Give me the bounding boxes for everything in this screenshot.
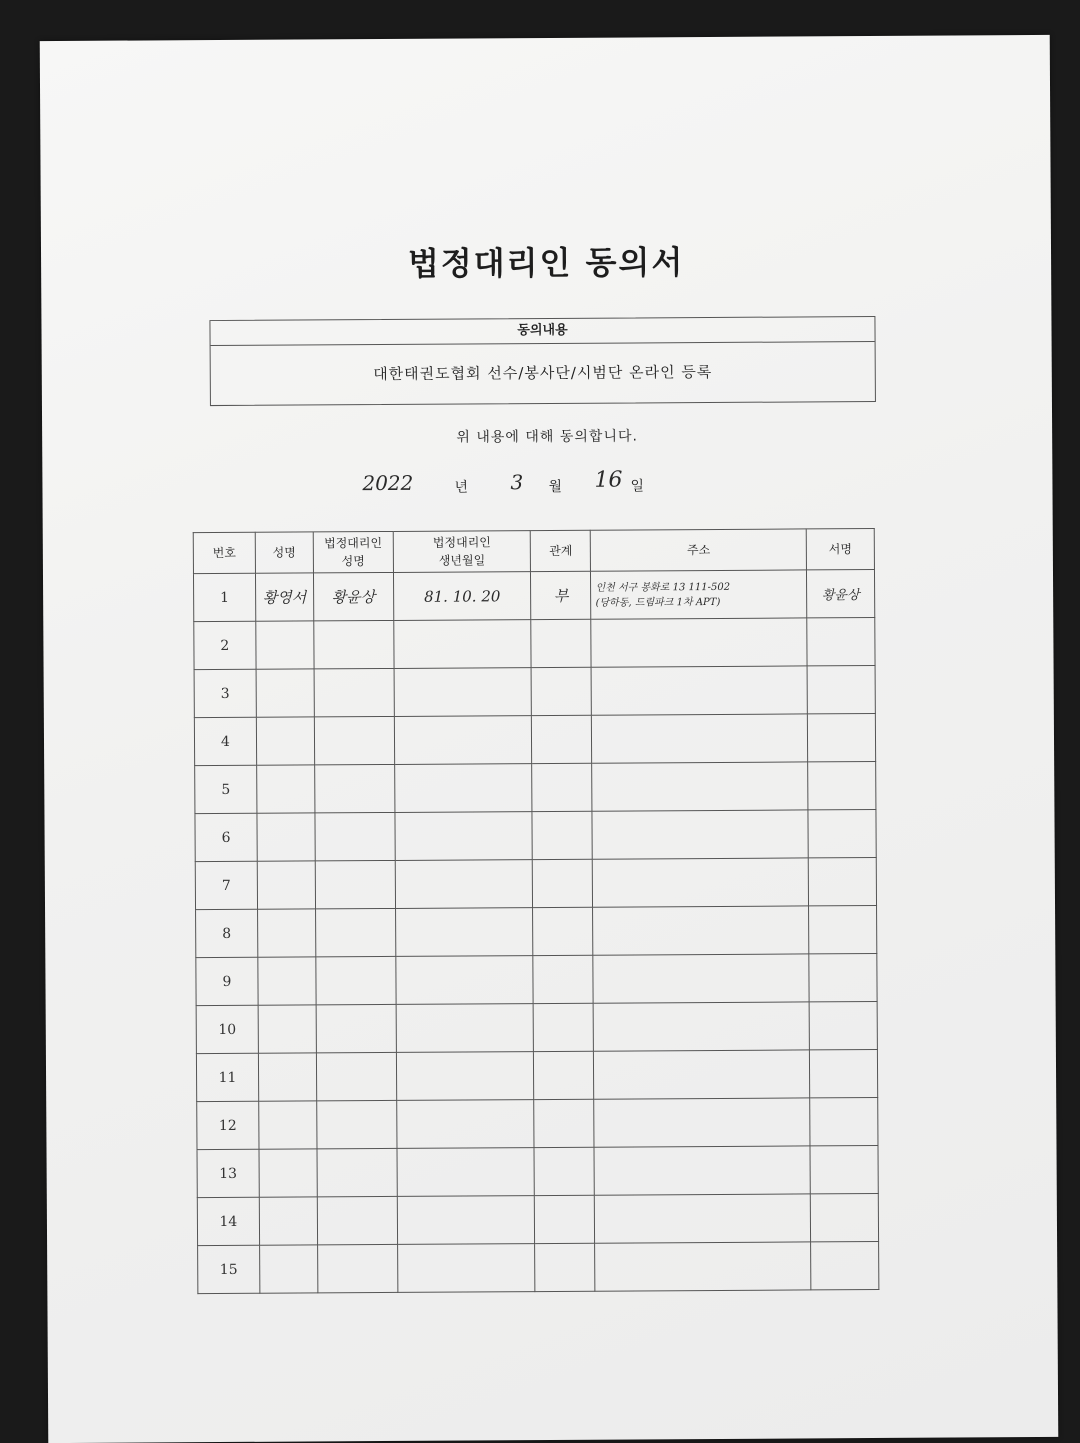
student-name: [256, 717, 314, 765]
table-row: [196, 906, 877, 958]
signature: [810, 1145, 878, 1193]
guardian-birthdate: [397, 1244, 535, 1293]
address: [591, 570, 807, 619]
signature: [807, 618, 875, 666]
guardian-name: [316, 1052, 396, 1100]
student-name: [258, 957, 316, 1005]
consent-text: 대한태권도협회 선수/봉사단/시범단 온라인 등록: [373, 362, 713, 384]
guardian-name: [316, 956, 396, 1004]
signature: [811, 1241, 879, 1289]
date-year: 2022: [362, 470, 414, 496]
table-row: [194, 666, 875, 718]
table-row: [194, 714, 875, 766]
signature: [809, 906, 877, 954]
table-row: [197, 1097, 878, 1149]
relation: [533, 859, 593, 907]
guardian-birthdate: 81. 10. 20: [393, 572, 531, 621]
row-number: 14: [197, 1197, 259, 1245]
guardian-birthdate: [394, 764, 532, 813]
signature: [809, 954, 877, 1002]
guardian-birthdate: [396, 956, 534, 1005]
header-guardian-birth: [393, 531, 531, 573]
row-number: 6: [195, 813, 257, 861]
student-name: [257, 765, 315, 813]
date-day: 16: [594, 467, 623, 493]
header-guardian-birth-line2: 생년월일: [438, 553, 486, 568]
header-guardian-name-line2: 성명: [341, 554, 365, 569]
guardian-birthdate: [395, 860, 533, 909]
address: [593, 954, 809, 1003]
signature: [808, 810, 876, 858]
relation: [532, 667, 592, 715]
guardian-name: [317, 1100, 397, 1148]
table-row: [197, 1193, 878, 1245]
guardian-name: [315, 860, 395, 908]
row-number: 13: [197, 1149, 259, 1197]
relation: [534, 1003, 594, 1051]
student-name: 황영서: [255, 573, 313, 621]
relation: [533, 955, 593, 1003]
student-name: [259, 1197, 317, 1245]
relation: 부: [531, 571, 591, 619]
address: [594, 1146, 810, 1195]
row-number: 8: [196, 909, 258, 957]
table-row: [198, 1241, 879, 1293]
table-row: [196, 954, 877, 1006]
student-name: [257, 909, 315, 957]
row-number: 5: [195, 765, 257, 813]
row-number: 15: [198, 1245, 260, 1293]
address: [592, 810, 808, 859]
date-month: 3: [510, 470, 524, 495]
student-name: [256, 669, 314, 717]
signature: [808, 762, 876, 810]
signature: [810, 1097, 878, 1145]
table-row: [195, 762, 876, 814]
date-year-unit: 년: [454, 479, 469, 496]
relation: [533, 907, 593, 955]
address: [591, 666, 807, 715]
guardian-name: [315, 908, 395, 956]
guardian-name: [317, 1196, 397, 1244]
address-line2: (당하동, 드림파크 1차 APT): [595, 596, 721, 609]
student-name: [256, 621, 314, 669]
table-row: [193, 570, 874, 622]
row-number: 1: [193, 573, 255, 621]
relation: [535, 1243, 595, 1291]
relation: [532, 715, 592, 763]
guardian-name: [317, 1148, 397, 1196]
row-number: 4: [194, 717, 256, 765]
signature: [807, 666, 875, 714]
guardian-name: [316, 1004, 396, 1052]
table-row: [195, 858, 876, 910]
relation: [534, 1051, 594, 1099]
student-name: [259, 1101, 317, 1149]
guardian-name: [315, 812, 395, 860]
address: [592, 714, 808, 763]
date-day-unit: 일: [630, 478, 645, 495]
signature: [810, 1193, 878, 1241]
header-signature: 서명: [806, 529, 874, 570]
signature: [808, 858, 876, 906]
guardian-name: [314, 668, 394, 716]
address: [592, 762, 808, 811]
address: [595, 1242, 811, 1291]
student-name: [257, 861, 315, 909]
address: [595, 1194, 811, 1243]
agreement-statement: 위 내용에 대해 동의합니다.: [456, 428, 638, 446]
guardian-name: [314, 716, 394, 764]
student-name: [258, 1005, 316, 1053]
table-row: [196, 1049, 877, 1101]
guardian-birthdate: [395, 908, 533, 957]
row-number: 3: [194, 669, 256, 717]
guardian-birthdate: [397, 1196, 535, 1245]
address: [594, 1098, 810, 1147]
header-relation: 관계: [531, 530, 591, 571]
guardian-name: [317, 1244, 397, 1292]
guardian-birthdate: [393, 620, 531, 669]
relation: [535, 1195, 595, 1243]
consent-header: 동의내용: [210, 317, 874, 346]
relation: [532, 811, 592, 859]
consent-table: [193, 528, 880, 1294]
header-guardian-name-line1: 법정대리인: [324, 536, 383, 551]
address: [594, 1050, 810, 1099]
table-header-row: [193, 529, 874, 574]
signature: [807, 714, 875, 762]
relation: [534, 1099, 594, 1147]
guardian-name: [314, 764, 394, 812]
row-number: 12: [197, 1101, 259, 1149]
relation: [534, 1147, 594, 1195]
address: [591, 618, 807, 667]
relation: [531, 619, 591, 667]
guardian-birthdate: [396, 1100, 534, 1149]
guardian-birthdate: [395, 812, 533, 861]
student-name: [259, 1149, 317, 1197]
row-number: 11: [196, 1053, 258, 1101]
student-name: [258, 1053, 316, 1101]
consent-content-box: [209, 316, 876, 406]
header-no: 번호: [193, 532, 255, 573]
header-guardian-birth-line1: 법정대리인: [432, 535, 491, 550]
address: [593, 906, 809, 955]
date-line: [362, 467, 762, 509]
date-month-unit: 월: [548, 478, 563, 495]
row-number: 10: [196, 1005, 258, 1053]
table-row: [194, 618, 875, 670]
row-number: 7: [195, 861, 257, 909]
signature: [809, 1002, 877, 1050]
header-guardian-name: [313, 531, 393, 572]
address-line1: 인천 서구 봉화로 13 111-502: [595, 581, 731, 594]
row-number: 2: [194, 621, 256, 669]
student-name: [257, 813, 315, 861]
table-row: [195, 810, 876, 862]
header-address: 주소: [591, 529, 807, 571]
guardian-birthdate: [396, 1052, 534, 1101]
guardian-birthdate: [394, 716, 532, 765]
guardian-birthdate: [394, 668, 532, 717]
signature: 황윤상: [807, 570, 875, 618]
header-name: 성명: [255, 532, 313, 573]
document-title: 법정대리인 동의서: [407, 243, 685, 283]
row-number: 9: [196, 957, 258, 1005]
guardian-name: 황윤상: [313, 572, 393, 620]
consent-form-paper: [40, 35, 1059, 1443]
guardian-name: [314, 620, 394, 668]
guardian-birthdate: [396, 1004, 534, 1053]
table-row: [197, 1145, 878, 1197]
table-row: [196, 1002, 877, 1054]
address: [593, 858, 809, 907]
relation: [532, 763, 592, 811]
guardian-birthdate: [397, 1148, 535, 1197]
signature: [809, 1049, 877, 1097]
address: [594, 1002, 810, 1051]
student-name: [259, 1245, 317, 1293]
